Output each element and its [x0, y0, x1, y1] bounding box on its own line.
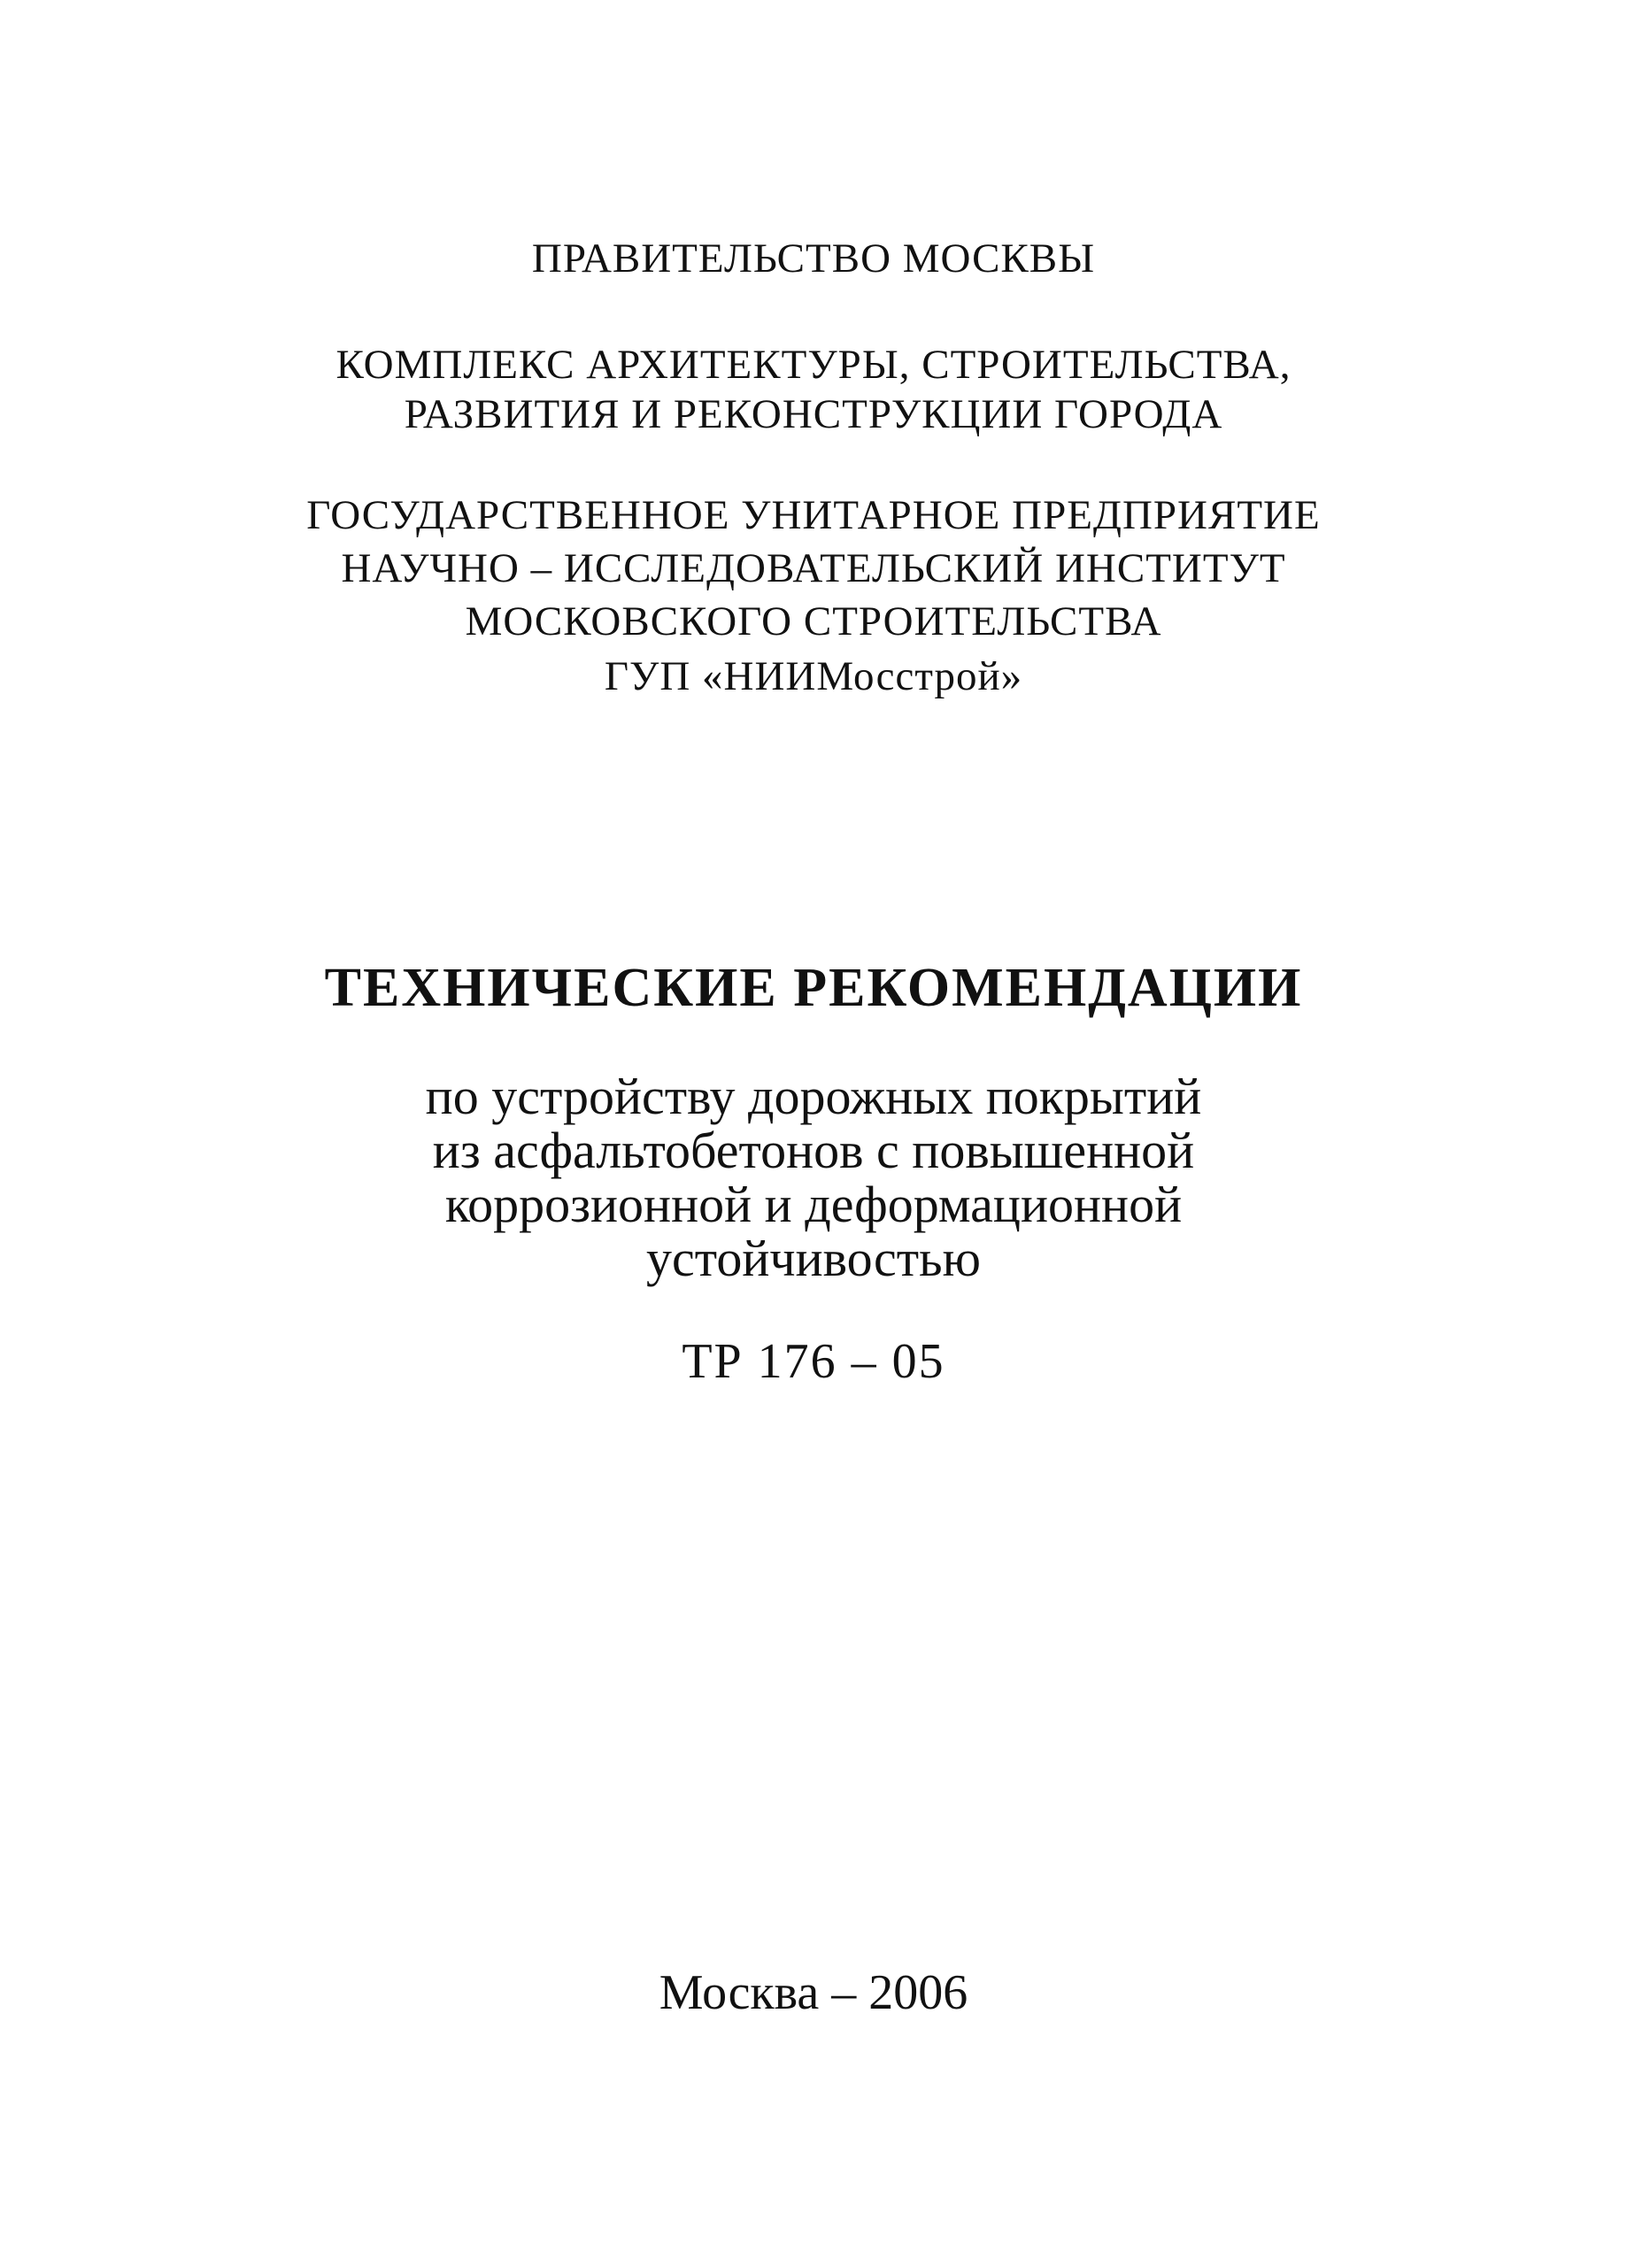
complex-name-line-1: КОМПЛЕКС АРХИТЕКТУРЫ, СТРОИТЕЛЬСТВА, [335, 342, 1292, 388]
document-title: ТЕХНИЧЕСКИЕ РЕКОМЕНДАЦИИ [324, 958, 1303, 1018]
subtitle-line-3: коррозионной и деформационной [444, 1176, 1183, 1233]
subtitle-line-1: по устройству дорожных покрытий [425, 1068, 1202, 1125]
subtitle-line-2: из асфальтобетонов с повышенной [432, 1122, 1195, 1179]
place-and-year: Москва – 2006 [659, 1965, 968, 2020]
organization-line-2: НАУЧНО – ИССЛЕДОВАТЕЛЬСКИЙ ИНСТИТУТ [341, 545, 1286, 591]
organization-line-1: ГОСУДАРСТВЕННОЕ УНИТАРНОЕ ПРЕДПРИЯТИЕ [306, 492, 1321, 538]
document-code: ТР 176 – 05 [682, 1334, 945, 1389]
complex-name-line-2: РАЗВИТИЯ И РЕКОНСТРУКЦИИ ГОРОДА [404, 391, 1223, 437]
government-heading: ПРАВИТЕЛЬСТВО МОСКВЫ [531, 235, 1096, 282]
subtitle-line-4: устойчивостью [646, 1230, 981, 1287]
organization-short-name: ГУП «НИИМосстрой» [604, 653, 1023, 699]
organization-line-3: МОСКОВСКОГО СТРОИТЕЛЬСТВА [465, 598, 1162, 644]
